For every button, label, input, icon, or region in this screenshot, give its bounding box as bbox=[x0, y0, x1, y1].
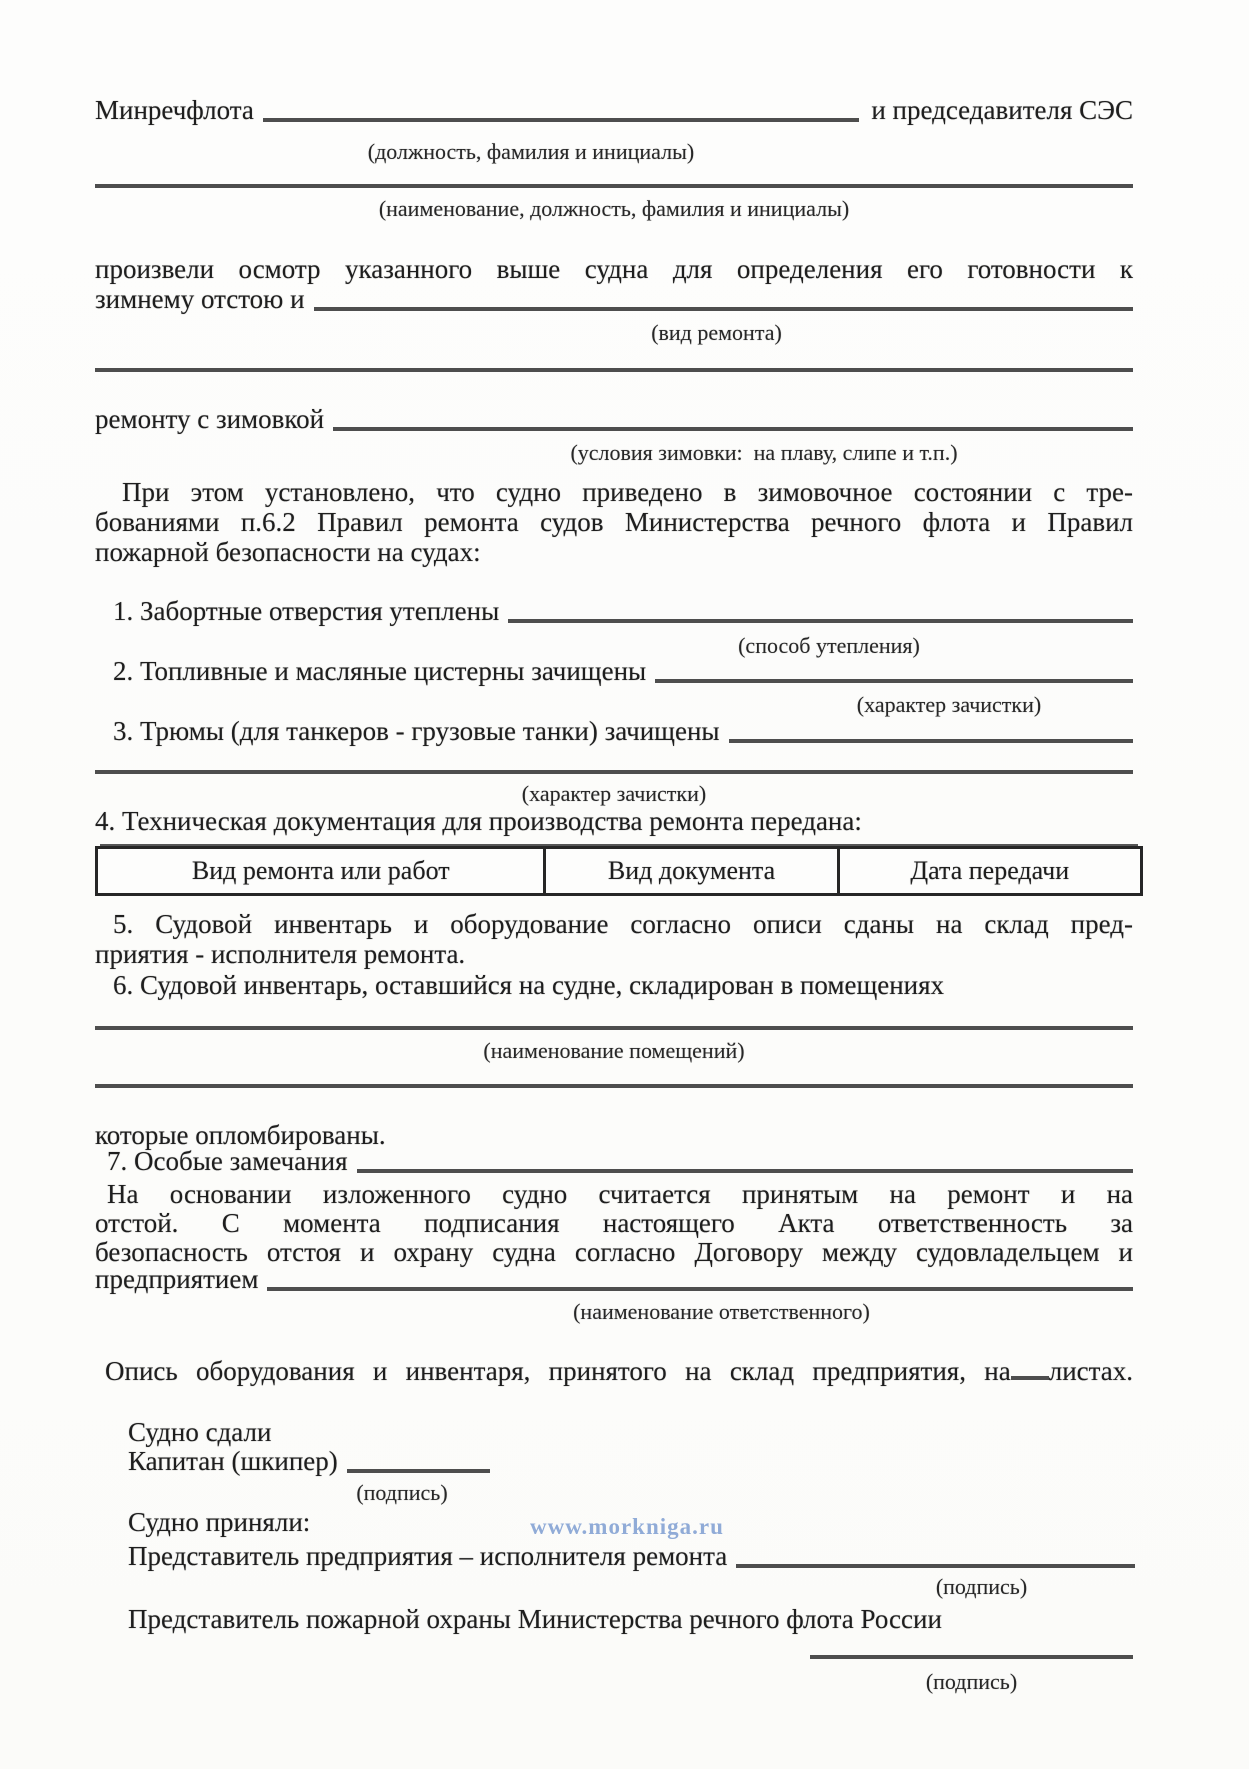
blank-responsible-name bbox=[267, 1287, 1133, 1291]
caption-rooms: (наименование помещений) bbox=[483, 1038, 745, 1063]
caption-position-name-initials: (должность, фамилия и инициалы) bbox=[367, 139, 695, 164]
caption-wintering-conditions: (условия зимовки: на плаву, слипе и т.п.) bbox=[570, 440, 958, 465]
blank-line-full-3 bbox=[95, 770, 1133, 774]
established-line-3: пожарной безопасности на судах: bbox=[95, 537, 481, 567]
item-1-row bbox=[113, 596, 1133, 626]
caption-signature-1: (подпись) bbox=[356, 1480, 448, 1505]
inventory-note-prefix: Опись оборудования и инвентаря, принятого на склад предприятия, на bbox=[105, 1356, 1011, 1386]
wintering-prefix: ремонту с зимовкой bbox=[95, 404, 325, 434]
header-row bbox=[95, 95, 1133, 125]
blank-special-remarks bbox=[357, 1169, 1133, 1173]
item-6-line-1: 6. Судовой инвентарь, оставшийся на судне, складирован в помещениях bbox=[113, 970, 945, 1000]
blank-official-name bbox=[263, 118, 859, 122]
inventory-note bbox=[105, 1356, 1133, 1386]
survey-line-2 bbox=[95, 284, 1133, 314]
survey-line-1: произвели осмотр указанного выше судна для определения его готовности к bbox=[95, 254, 1133, 284]
blank-fire-rep-signature bbox=[810, 1655, 1133, 1659]
item-4-label: 4. Техническая документация для производства ремонта передана: bbox=[95, 806, 862, 836]
company-rep-row bbox=[128, 1541, 1135, 1571]
watermark-text: www.morkniga.ru bbox=[530, 1514, 724, 1539]
table-header-repair-type: Вид ремонта или работ bbox=[191, 856, 450, 885]
item-7-line-1: На основании изложенного судно считается принятым на ремонт и на bbox=[107, 1179, 1133, 1209]
caption-signature-3: (подпись) bbox=[925, 1669, 1018, 1694]
blank-cleaning-character-2 bbox=[729, 739, 1133, 743]
blank-cleaning-character-1 bbox=[655, 679, 1133, 683]
blank-wintering-conditions bbox=[333, 427, 1133, 431]
enterprise-prefix: предприятием bbox=[95, 1264, 259, 1294]
blank-captain-signature bbox=[347, 1469, 490, 1473]
enterprise-row bbox=[95, 1264, 1133, 1294]
item-5-line-2: приятия - исполнителя ремонта. bbox=[95, 939, 466, 969]
item-5-line-1: 5. Судовой инвентарь и оборудование согласно описи сданы на склад пред- bbox=[113, 909, 1133, 939]
item-2-label: 2. Топливные и масляные цистерны зачищены bbox=[113, 656, 647, 686]
item-7-line-2: отстой. С момента подписания настоящего Акта ответственность за bbox=[95, 1208, 1133, 1238]
caption-insulation-method: (способ утепления) bbox=[738, 633, 920, 658]
sealed-note: которые опломбированы. bbox=[95, 1120, 386, 1150]
documentation-table bbox=[95, 846, 1143, 896]
item-2-row bbox=[113, 656, 1133, 686]
inventory-note-suffix: листах. bbox=[1048, 1356, 1133, 1386]
established-line-1: При этом установлено, что судно приведено в зимовочное состоянии с тре- bbox=[122, 477, 1133, 507]
wintering-row bbox=[95, 404, 1133, 434]
table-header-transfer-date: Дата передачи bbox=[837, 849, 1140, 893]
caption-cleaning-character-2: (характер зачистки) bbox=[521, 781, 707, 806]
captain-label: Капитан (шкипер) bbox=[128, 1446, 338, 1476]
caption-repair-type: (вид ремонта) bbox=[651, 320, 782, 345]
header-left-label: Минречфлота bbox=[95, 95, 254, 125]
blank-repair-type bbox=[314, 307, 1133, 311]
blank-company-rep-signature bbox=[736, 1564, 1135, 1568]
established-line-2: бованиями п.6.2 Правил ремонта судов Министерства речного флота и Правил bbox=[95, 507, 1133, 537]
header-right-label: и председавителя СЭС bbox=[871, 95, 1133, 125]
caption-cleaning-character-1: (характер зачистки) bbox=[856, 692, 1042, 717]
captain-row bbox=[128, 1446, 490, 1476]
item-7-line-3: безопасность отстоя и охрану судна согласно Договору между судовладельцем и bbox=[95, 1237, 1133, 1267]
item-3-row bbox=[113, 716, 1133, 746]
blank-insulation-method bbox=[508, 619, 1133, 623]
blank-line-rooms-1 bbox=[95, 1026, 1133, 1030]
blank-sheet-count bbox=[1011, 1356, 1049, 1380]
handed-over-label: Судно сдали bbox=[128, 1417, 272, 1447]
caption-org-position-name-initials: (наименование, должность, фамилия и инициалы) bbox=[378, 196, 850, 221]
caption-responsible-name: (наименование ответственного) bbox=[573, 1299, 870, 1324]
item-3-label: 3. Трюмы (для танкеров - грузовые танки) зачищены bbox=[113, 716, 720, 746]
item-1-label: 1. Забортные отверстия утеплены bbox=[113, 596, 500, 626]
blank-line-full-2 bbox=[95, 368, 1133, 372]
blank-line-rooms-2 bbox=[95, 1084, 1133, 1088]
accepted-label: Судно приняли: bbox=[128, 1507, 311, 1537]
survey-line-2-prefix: зимнему отстою и bbox=[95, 284, 305, 314]
fire-rep-label: Представитель пожарной охраны Министерства речного флота России bbox=[128, 1604, 942, 1634]
table-header-document-type: Вид документа bbox=[543, 849, 836, 893]
item-7-label: 7. Особые замечания bbox=[107, 1146, 348, 1176]
item-7-row bbox=[107, 1146, 1133, 1176]
company-rep-label: Представитель предприятия – исполнителя ремонта bbox=[128, 1541, 728, 1571]
blank-line-full-1 bbox=[95, 184, 1133, 188]
caption-signature-2: (подпись) bbox=[935, 1574, 1028, 1599]
